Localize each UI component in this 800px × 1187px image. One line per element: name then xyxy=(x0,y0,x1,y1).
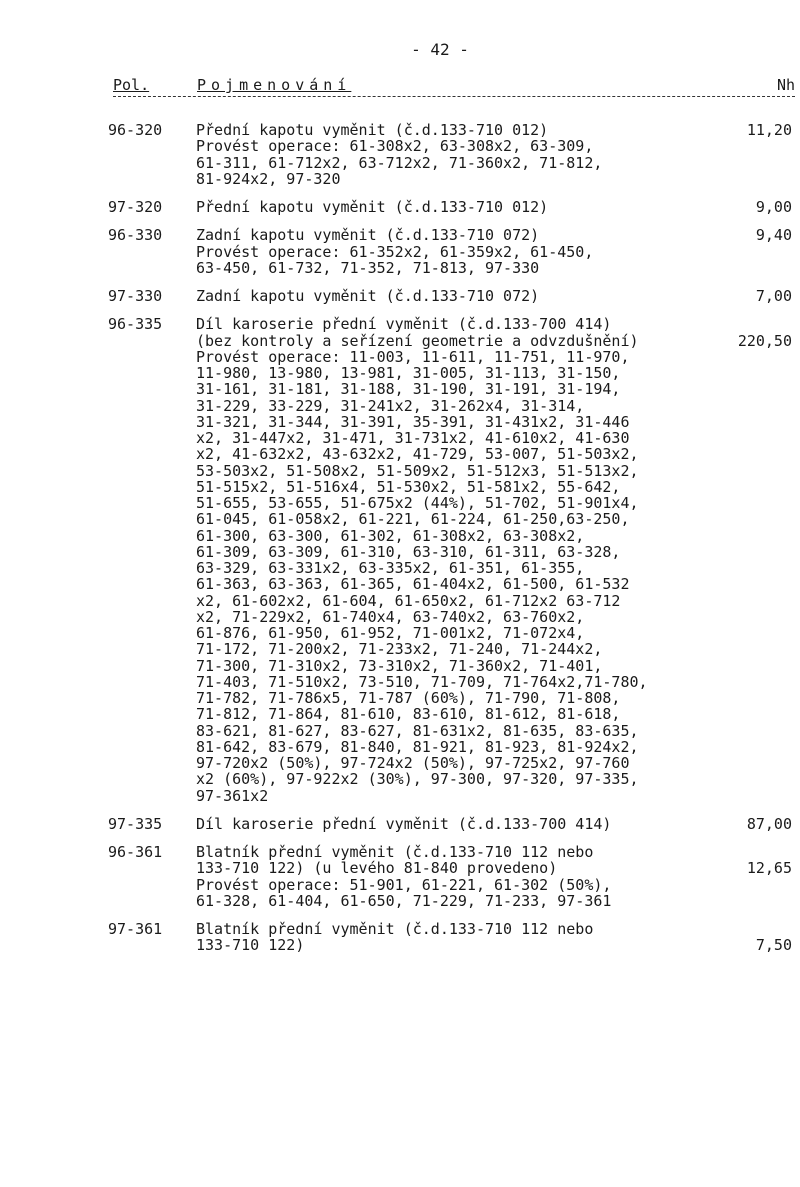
description-line: 51-515x2, 51-516x4, 51-530x2, 51-581x2, 55-642, xyxy=(196,477,621,496)
description-line: 31-321, 31-344, 31-391, 35-391, 31-431x2, 31-446 xyxy=(196,412,630,431)
description-line: 71-782, 71-786x5, 71-787 (60%), 71-790, 71-808, xyxy=(196,689,621,707)
row-norm-hours: 9,40 xyxy=(755,226,792,245)
description-line: 71-812, 71-864, 81-610, 83-610, 81-612, 81-618, xyxy=(196,705,621,724)
description-line: 61-876, 61-950, 61-952, 71-001x2, 71-072x4, xyxy=(196,624,585,642)
row-position: 97-320 xyxy=(108,198,163,216)
description-line: Zadní kapotu vyměnit (č.d.133-710 072) xyxy=(196,226,540,245)
description-line: 97-720x2 (50%), 97-724x2 (50%), 97-725x2, 97-760 xyxy=(196,754,630,772)
description-line: x2, 71-229x2, 61-740x4, 63-740x2, 63-760x2, xyxy=(196,607,585,626)
description-line: Provést operace: 61-308x2, 63-308x2, 63-309, xyxy=(196,137,594,156)
row-norm-hours: 7,50 xyxy=(755,936,792,955)
description-line: x2, 41-632x2, 43-632x2, 41-729, 53-007, 51-503x2, xyxy=(196,445,639,464)
description-line: Blatník přední vyměnit (č.d.133-710 112 nebo xyxy=(196,920,594,938)
row-description xyxy=(196,288,736,304)
row-description xyxy=(196,844,736,909)
description-line: 31-229, 33-229, 31-241x2, 31-262x4, 31-314, xyxy=(196,396,585,415)
row-description xyxy=(196,227,736,276)
description-line: x2, 61-602x2, 61-604, 61-650x2, 61-712x2 63-712 xyxy=(196,591,621,610)
row-norm-hours: 220,50 xyxy=(737,331,792,350)
description-line: 81-642, 83-679, 81-840, 81-921, 81-923, 81-924x2, xyxy=(196,737,639,756)
description-line: 61-309, 63-309, 61-310, 63-310, 61-311, 63-328, xyxy=(196,542,621,561)
description-line: Provést operace: 61-352x2, 61-359x2, 61-450, xyxy=(196,242,594,261)
row-description xyxy=(196,199,736,215)
page-number: - 42 - xyxy=(411,40,469,59)
row-description xyxy=(196,816,736,832)
row-description xyxy=(196,316,736,804)
row-norm-hours: 12,65 xyxy=(746,859,792,878)
description-line: 61-300, 63-300, 61-302, 61-308x2, 63-308x2, xyxy=(196,526,585,545)
description-line: Provést operace: 11-003, 11-611, 11-751, 11-970, xyxy=(196,347,630,366)
row-position: 97-330 xyxy=(108,287,163,305)
description-line: 71-300, 71-310x2, 73-310x2, 71-360x2, 71-401, xyxy=(196,656,603,675)
description-line: 61-045, 61-058x2, 61-221, 61-224, 61-250,63-250, xyxy=(196,510,630,529)
description-line: Zadní kapotu vyměnit (č.d.133-710 072) xyxy=(196,287,540,305)
description-line: 61-328, 61-404, 61-650, 71-229, 71-233, 97-361 xyxy=(196,891,612,910)
header-name: Pojmenování xyxy=(197,76,352,94)
description-line: Provést operace: 51-901, 61-221, 61-302 (50%), xyxy=(196,875,612,894)
description-line: 63-450, 61-732, 71-352, 71-813, 97-330 xyxy=(196,258,540,277)
row-description xyxy=(196,122,736,187)
row-position: 96-361 xyxy=(108,843,163,861)
description-line: 81-924x2, 97-320 xyxy=(196,169,341,188)
description-line: Přední kapotu vyměnit (č.d.133-710 012) xyxy=(196,121,549,139)
description-line: 71-403, 71-510x2, 73-510, 71-709, 71-764x2,71-780, xyxy=(196,672,648,691)
description-line: Blatník přední vyměnit (č.d.133-710 112 nebo xyxy=(196,843,594,861)
description-line: x2 (60%), 97-922x2 (30%), 97-300, 97-320, 97-335, xyxy=(196,770,639,789)
row-norm-hours: 11,20 xyxy=(746,121,792,139)
row-position: 97-361 xyxy=(108,920,163,938)
description-line: 63-329, 63-331x2, 63-335x2, 61-351, 61-355, xyxy=(196,559,585,577)
row-position: 97-335 xyxy=(108,814,163,833)
description-line: 53-503x2, 51-508x2, 51-509x2, 51-512x3, 51-513x2, xyxy=(196,461,639,480)
table-row xyxy=(0,816,800,832)
row-description xyxy=(196,921,736,954)
description-line: 97-361x2 xyxy=(196,786,269,805)
table-row xyxy=(0,316,800,804)
table-row xyxy=(0,199,800,215)
description-line: 11-980, 13-980, 13-981, 31-005, 31-113, 31-150, xyxy=(196,364,621,382)
table-row xyxy=(0,288,800,304)
table-header xyxy=(113,76,795,97)
row-norm-hours: 7,00 xyxy=(755,287,792,305)
description-line: 71-172, 71-200x2, 71-233x2, 71-240, 71-244x2, xyxy=(196,640,603,659)
description-line: (bez kontroly a seřízení geometrie a odvzdušnění) xyxy=(196,331,639,350)
header-norm-hours: Nh xyxy=(776,76,795,94)
table-row xyxy=(0,227,800,276)
description-line: 51-655, 53-655, 51-675x2 (44%), 51-702, 51-901x4, xyxy=(196,494,639,512)
header-position: Pol. xyxy=(113,76,150,94)
row-norm-hours: 87,00 xyxy=(746,814,792,833)
table-row xyxy=(0,844,800,909)
row-norm-hours: 9,00 xyxy=(755,198,792,216)
operations-list xyxy=(0,122,800,966)
description-line: 133-710 122) (u levého 81-840 provedeno) xyxy=(196,859,558,878)
description-line: 83-621, 81-627, 83-627, 81-631x2, 81-635, 83-635, xyxy=(196,721,639,740)
description-line: 133-710 122) xyxy=(196,936,305,955)
description-line: 61-311, 61-712x2, 63-712x2, 71-360x2, 71-812, xyxy=(196,153,603,172)
table-row xyxy=(0,122,800,187)
description-line: Přední kapotu vyměnit (č.d.133-710 012) xyxy=(196,198,549,216)
table-row xyxy=(0,921,800,954)
row-position: 96-330 xyxy=(108,226,163,245)
row-position: 96-320 xyxy=(108,121,163,139)
description-line: Díl karoserie přední vyměnit (č.d.133-700 414) xyxy=(196,315,612,334)
description-line: 31-161, 31-181, 31-188, 31-190, 31-191, 31-194, xyxy=(196,380,621,399)
description-line: 61-363, 63-363, 61-365, 61-404x2, 61-500, 61-532 xyxy=(196,575,630,594)
description-line: x2, 31-447x2, 31-471, 31-731x2, 41-610x2, 41-630 xyxy=(196,429,630,447)
row-position: 96-335 xyxy=(108,315,163,334)
description-line: Díl karoserie přední vyměnit (č.d.133-700 414) xyxy=(196,814,612,833)
